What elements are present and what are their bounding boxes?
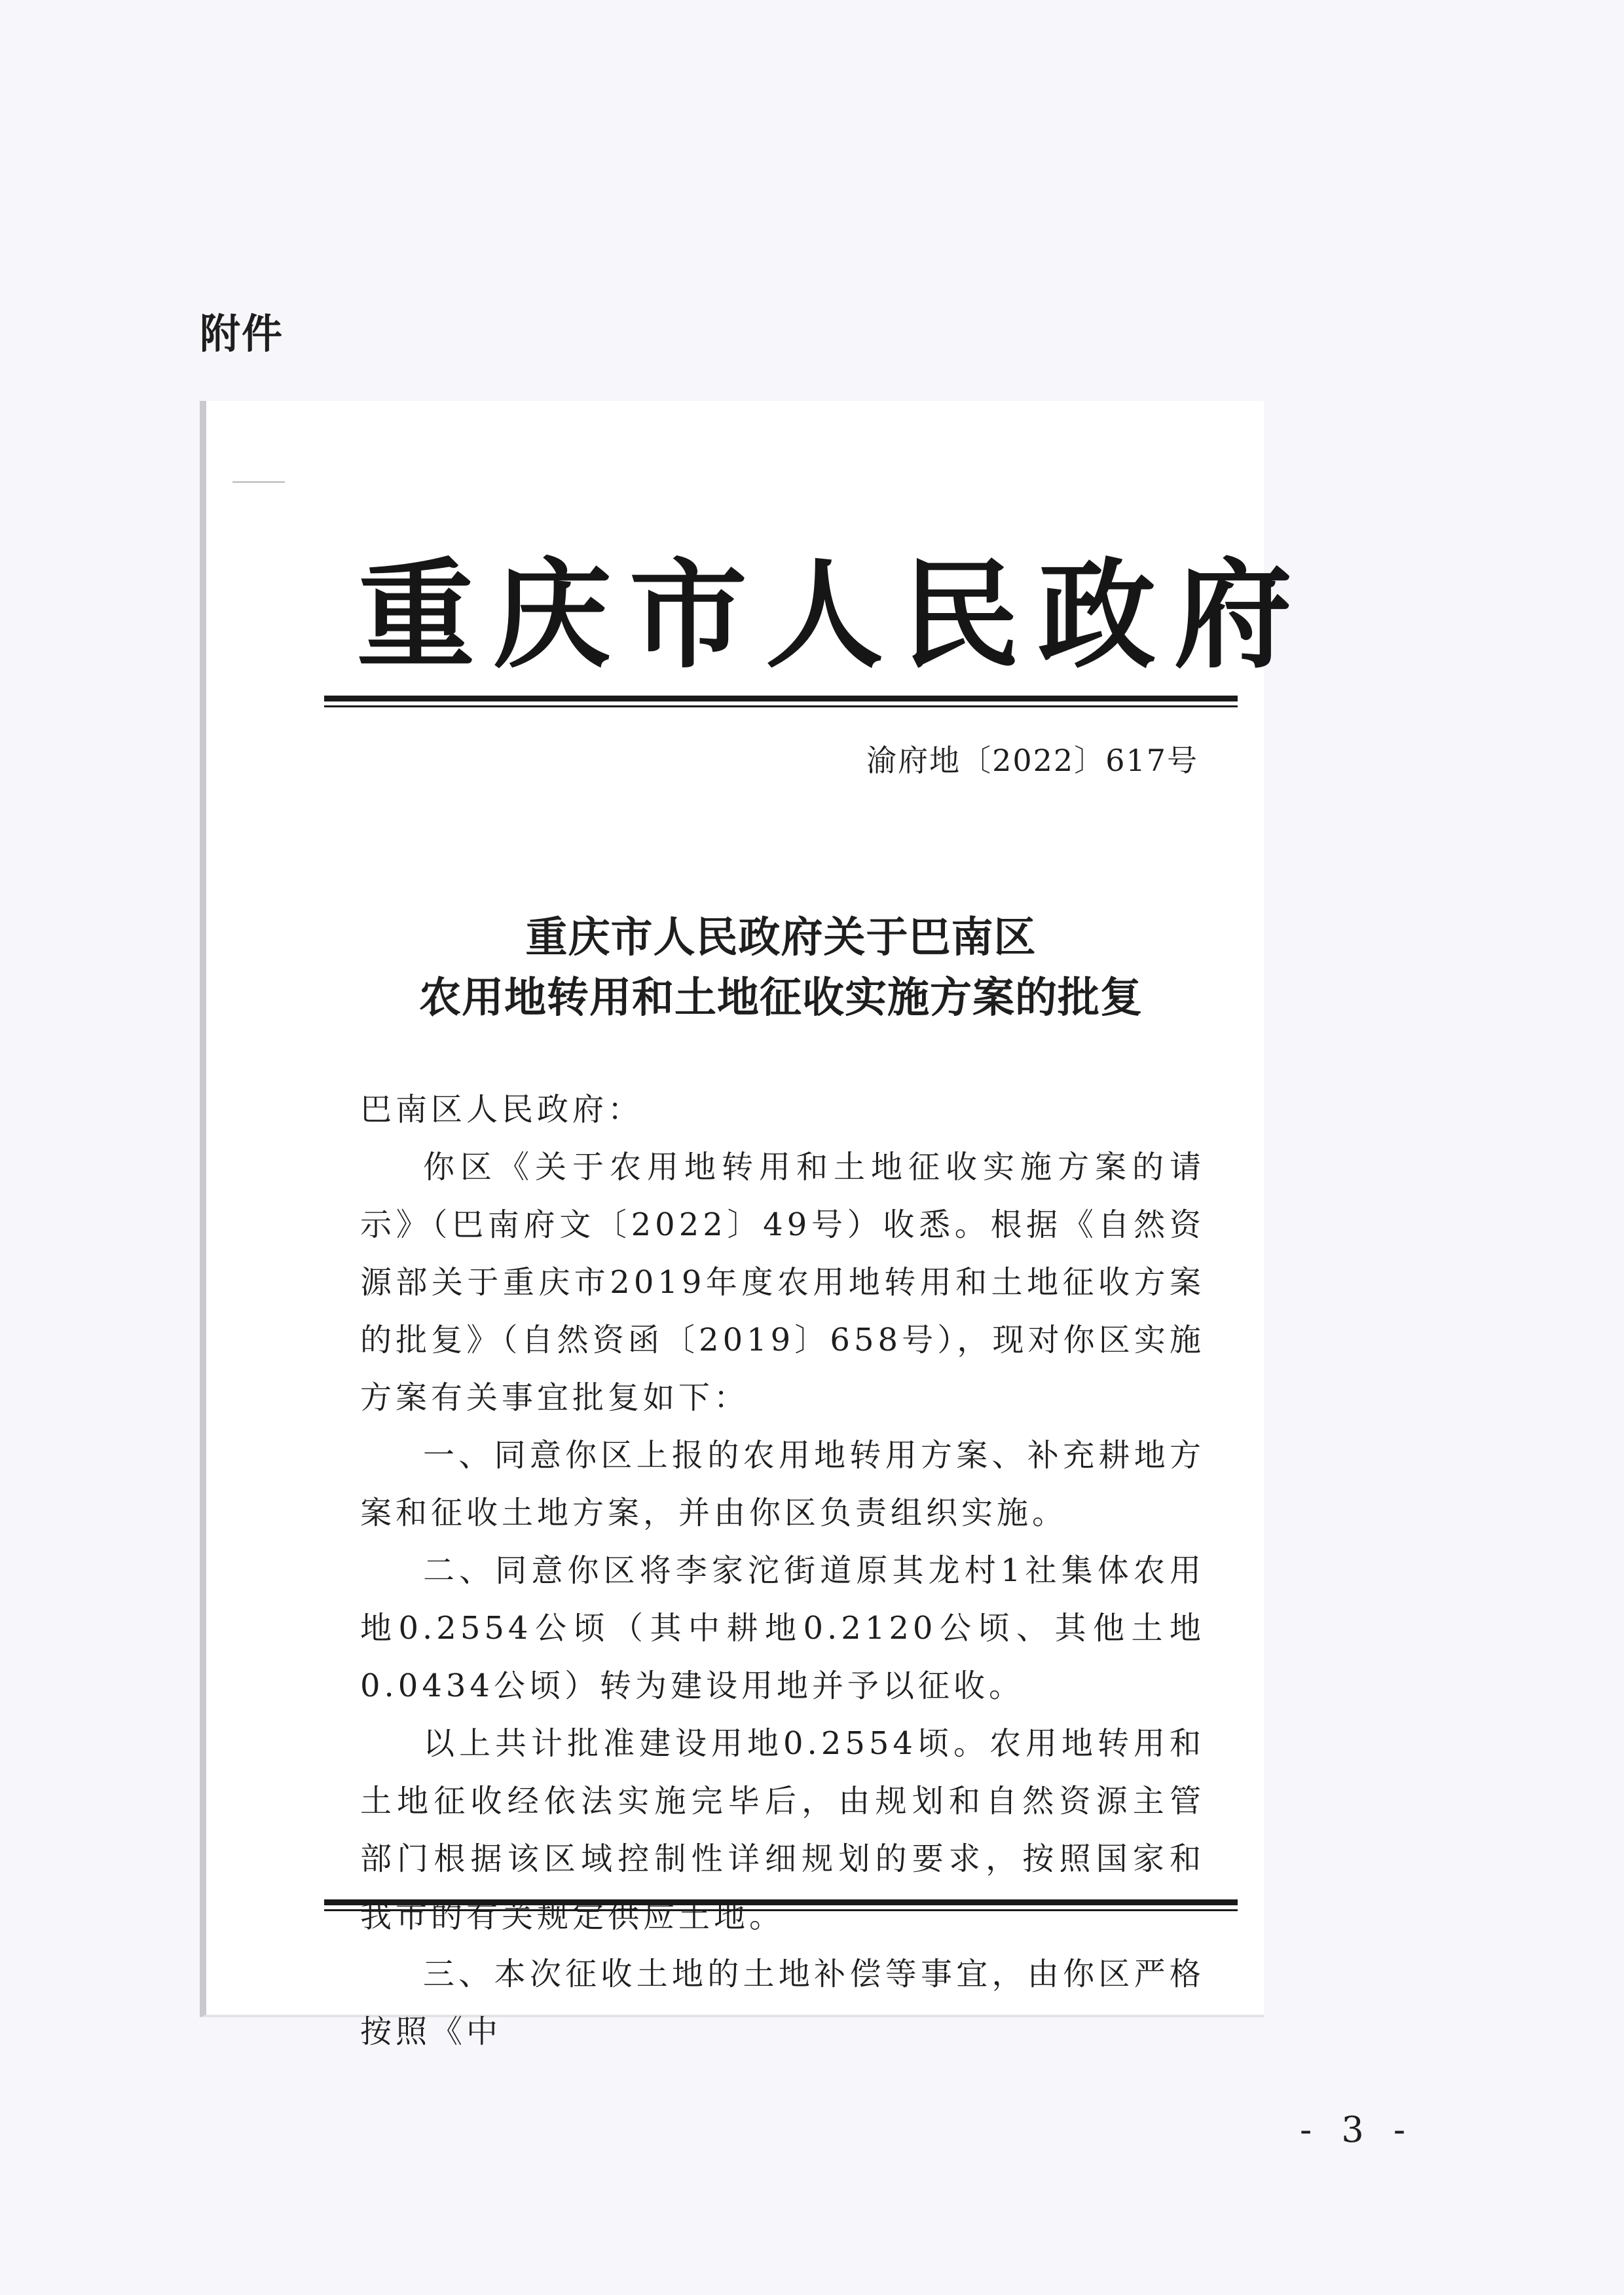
header-divider xyxy=(324,696,1238,707)
footer-divider xyxy=(324,1899,1238,1911)
document-number: 渝府地〔2022〕617号 xyxy=(866,743,1198,778)
body-paragraph: 二、同意你区将李家沱街道原其龙村1社集体农用地0.2554公顷（其中耕地0.2120公顷、其他土地0.0434公顷）转为建设用地并予以征收。 xyxy=(360,1552,1205,1704)
attachment-label: 附件 xyxy=(200,310,284,358)
body-paragraph: 你区《关于农用地转用和土地征收实施方案的请示》（巴南府文〔2022〕49号）收悉。根据《自然资源部关于重庆市2019年度农用地转用和土地征收方案的批复》（自然资函〔2019〕658号），现对你区实施方案有关事宜批复如下： xyxy=(360,1149,1205,1416)
salutation: 巴南区人民政府： xyxy=(360,1091,644,1128)
document-body xyxy=(360,1081,1205,2061)
document-header-organization: 重庆市人民政府 xyxy=(357,546,1311,684)
document-title-line-1: 重庆市人民政府关于巴南区 xyxy=(525,914,1037,962)
scan-mark xyxy=(232,481,285,483)
body-paragraph: 三、本次征收土地的土地补偿等事宜，由你区严格按照《中 xyxy=(360,1956,1205,2050)
body-paragraph: 以上共计批准建设用地0.2554顷。农用地转用和土地征收经依法实施完毕后，由规划和自然资源主管部门根据该区域控制性详细规划的要求，按照国家和我市的有关规定供应土地。 xyxy=(360,1725,1205,1935)
document-title-line-2: 农用地转用和土地征收实施方案的批复 xyxy=(419,974,1143,1022)
body-paragraph: 一、同意你区上报的农用地转用方案、补充耕地方案和征收土地方案，并由你区负责组织实施。 xyxy=(360,1437,1205,1531)
page-number: - 3 - xyxy=(1300,2109,1415,2150)
